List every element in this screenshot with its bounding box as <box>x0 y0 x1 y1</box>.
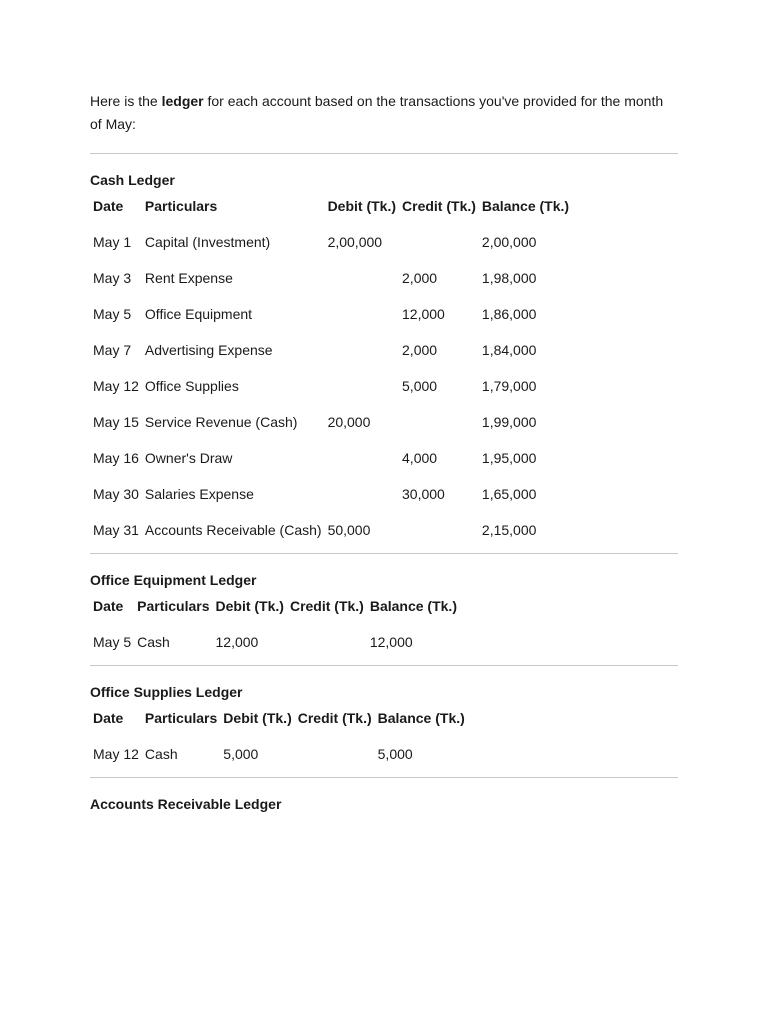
column-header-balance: Balance (Tk.) <box>377 710 465 726</box>
table-row <box>90 260 572 296</box>
table-row <box>90 404 572 440</box>
cell-credit <box>295 736 375 772</box>
intro-prefix: Here is the <box>90 93 162 109</box>
office-equipment-ledger-table <box>90 588 460 660</box>
divider <box>90 153 678 154</box>
cell-balance: 1,98,000 <box>481 270 537 286</box>
cell-debit <box>325 440 399 476</box>
cell-date: May 15 <box>93 414 139 430</box>
cell-particulars: Salaries Expense <box>144 486 254 502</box>
column-header-balance: Balance (Tk.) <box>481 198 570 214</box>
cash-ledger-title: Cash Ledger <box>90 172 175 188</box>
column-header-balance: Balance (Tk.) <box>369 598 457 614</box>
cell-credit: 30,000 <box>402 486 445 502</box>
cell-debit: 5,000 <box>223 746 259 762</box>
table-row <box>90 332 572 368</box>
column-header-debit: Debit (Tk.) <box>223 710 292 726</box>
table-row <box>90 224 572 260</box>
cell-balance: 1,86,000 <box>481 306 537 322</box>
column-header-debit: Debit (Tk.) <box>327 198 397 214</box>
cell-balance: 1,99,000 <box>481 414 537 430</box>
intro-bold: ledger <box>161 93 204 109</box>
cell-date: May 1 <box>93 234 132 250</box>
cell-balance: 1,65,000 <box>481 486 537 502</box>
divider <box>90 553 678 554</box>
table-row <box>90 624 460 660</box>
cell-debit: 12,000 <box>215 634 259 650</box>
cell-credit: 2,000 <box>402 342 438 358</box>
table-row <box>90 512 572 548</box>
intro-suffix: for each account based on the transactions you've provided for the month of May: <box>90 93 664 132</box>
cell-date: May 7 <box>93 342 132 358</box>
cell-balance: 5,000 <box>377 746 413 762</box>
document-page <box>90 90 678 814</box>
divider <box>90 777 678 778</box>
cell-date: May 30 <box>93 486 139 502</box>
cell-balance: 1,84,000 <box>481 342 537 358</box>
cell-date: May 5 <box>93 634 132 650</box>
cell-debit <box>325 368 399 404</box>
cell-particulars: Capital (Investment) <box>144 234 271 250</box>
cell-credit: 12,000 <box>402 306 445 322</box>
column-header-date: Date <box>93 198 124 214</box>
cell-particulars: Owner's Draw <box>144 450 233 466</box>
column-header-credit: Credit (Tk.) <box>297 710 372 726</box>
table-row <box>90 476 572 512</box>
cell-balance: 1,95,000 <box>481 450 537 466</box>
column-header-credit: Credit (Tk.) <box>289 598 364 614</box>
divider <box>90 665 678 666</box>
table-header-row <box>90 588 460 624</box>
office-supplies-ledger-title: Office Supplies Ledger <box>90 684 243 700</box>
cell-date: May 31 <box>93 522 139 538</box>
office-supplies-ledger-table <box>90 700 468 772</box>
cell-credit <box>399 512 479 548</box>
table-row <box>90 368 572 404</box>
cell-date: May 3 <box>93 270 132 286</box>
cell-debit <box>325 260 399 296</box>
cell-credit <box>399 224 479 260</box>
cell-credit: 4,000 <box>402 450 438 466</box>
accounts-receivable-ledger-title: Accounts Receivable Ledger <box>90 796 282 812</box>
cell-date: May 5 <box>93 306 132 322</box>
cell-particulars: Cash <box>137 634 170 650</box>
column-header-date: Date <box>93 710 124 726</box>
cell-debit <box>325 476 399 512</box>
cell-particulars: Advertising Expense <box>144 342 273 358</box>
column-header-particulars: Particulars <box>144 710 218 726</box>
table-row <box>90 440 572 476</box>
intro-paragraph <box>90 90 678 136</box>
cell-credit: 5,000 <box>402 378 438 394</box>
column-header-particulars: Particulars <box>137 598 210 614</box>
cell-particulars: Rent Expense <box>144 270 233 286</box>
cell-particulars: Cash <box>144 746 178 762</box>
office-equipment-ledger-title: Office Equipment Ledger <box>90 572 257 588</box>
table-row <box>90 736 468 772</box>
cell-particulars: Service Revenue (Cash) <box>144 414 298 430</box>
column-header-debit: Debit (Tk.) <box>215 598 284 614</box>
cell-debit: 2,00,000 <box>327 234 383 250</box>
table-row <box>90 296 572 332</box>
cell-debit: 20,000 <box>327 414 371 430</box>
cell-date: May 12 <box>93 746 139 762</box>
column-header-date: Date <box>93 598 124 614</box>
cell-debit: 50,000 <box>327 522 371 538</box>
cell-debit <box>325 296 399 332</box>
cash-ledger-table <box>90 188 572 548</box>
cell-balance: 2,15,000 <box>481 522 537 538</box>
cell-particulars: Office Equipment <box>144 306 253 322</box>
column-header-particulars: Particulars <box>144 198 218 214</box>
table-header-row <box>90 188 572 224</box>
cell-date: May 12 <box>93 378 139 394</box>
column-header-credit: Credit (Tk.) <box>402 198 476 214</box>
cell-credit <box>399 404 479 440</box>
cell-particulars: Accounts Receivable (Cash) <box>144 522 322 538</box>
cell-balance: 2,00,000 <box>481 234 537 250</box>
table-header-row <box>90 700 468 736</box>
cell-credit <box>287 624 367 660</box>
cell-particulars: Office Supplies <box>144 378 239 394</box>
cell-balance: 12,000 <box>369 634 413 650</box>
cell-date: May 16 <box>93 450 139 466</box>
cell-balance: 1,79,000 <box>481 378 537 394</box>
cell-debit <box>325 332 399 368</box>
cell-credit: 2,000 <box>402 270 438 286</box>
